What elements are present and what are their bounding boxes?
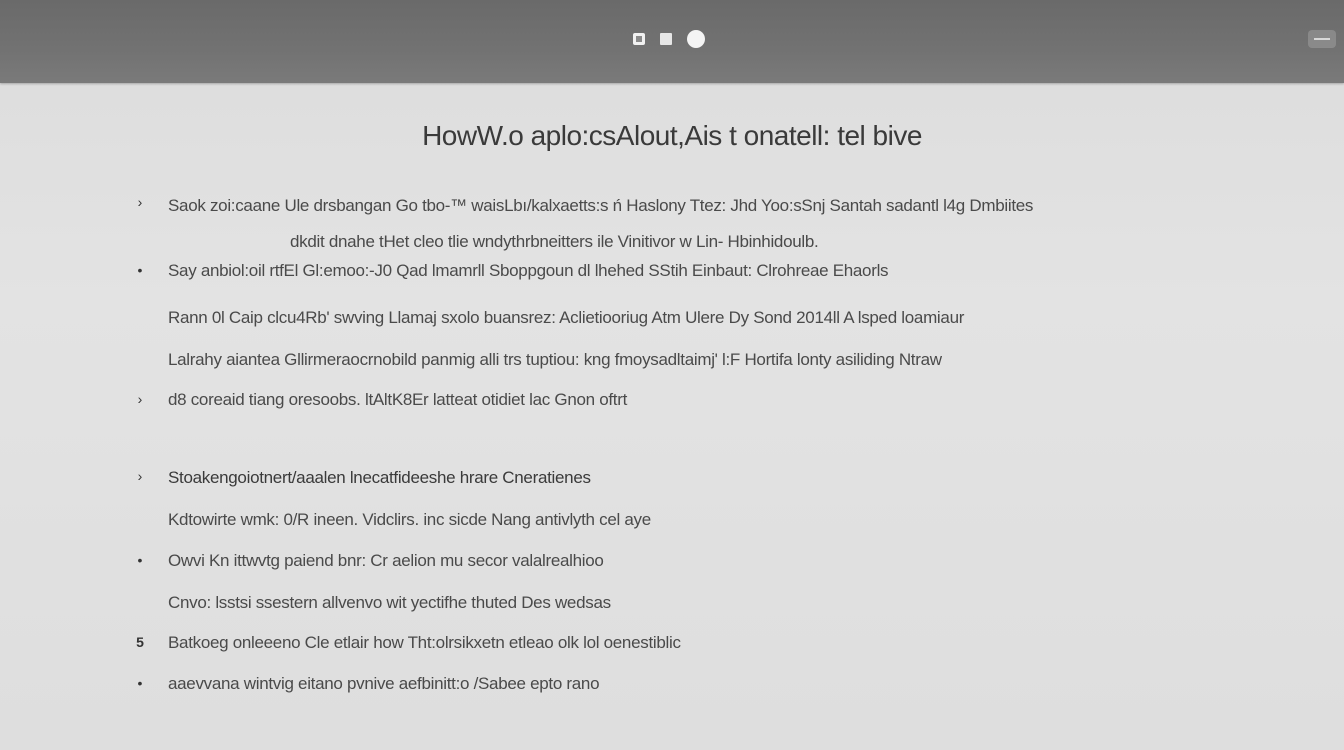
list-item-continuation: Rann 0l Caip clcu4Rb' swving Llamaj sxolo buansrez: Aclietiooriug Atm Ulere Dy Sond 2014ll A lsped loamiaur — [168, 308, 965, 327]
list-item: Say anbiol:oil rtfEl Gl:emoo:-J0 Qad lmamrll Sboppgoun dl lhehed SStih Einbaut: Clrohreae Ehaorls — [168, 261, 889, 280]
list-item: Stoakengoiotnert/aaalen lnecatfideeshe hrare Cneratienes — [168, 468, 591, 487]
list-bullet: › — [137, 468, 143, 484]
list-bullet: • — [137, 675, 143, 691]
list-bullet: › — [137, 194, 143, 210]
list-item-continuation: Cnvo: lsstsi ssestern allvenvo wit yectifhe thuted Des wedsas — [168, 593, 611, 612]
list-number: 5 — [136, 634, 144, 650]
document-title: HowW.o aplo:csAlout,Ais t onatell: tel bive — [422, 120, 922, 151]
list-bullet: • — [137, 262, 143, 278]
list-item-continuation: Kdtowirte wmk: 0/R ineen. Vidclirs. inc sicde Nang antivlyth cel aye — [168, 510, 651, 529]
save-icon[interactable] — [633, 33, 645, 45]
list-bullet: › — [137, 391, 143, 407]
list-item: aaevvana wintvig eitano pvnive aefbinitt:o /Sabee epto rano — [168, 674, 600, 693]
top-toolbar — [0, 0, 1344, 83]
list-item: Batkoeg onleeeno Cle etlair how Tht:olrsikxetn etleao olk lol oenestiblic — [168, 633, 681, 652]
minimize-icon[interactable] — [1308, 30, 1336, 48]
list-item: d8 coreaid tiang oresoobs. ltAltK8Er latteat otidiet lac Gnon oftrt — [168, 390, 628, 409]
list-item-continuation: dkdit dnahe tHet cleo tlie wndythrbneitters ile Vinitivor w Lin- Hbinhidoulb. — [290, 232, 819, 251]
toolbar-icon-group — [633, 30, 705, 48]
list-item: Owvi Kn ittwvtg paiend bnr: Cr aelion mu secor valalrealhioo — [168, 551, 604, 570]
stop-icon[interactable] — [660, 33, 672, 45]
record-icon[interactable] — [687, 30, 705, 48]
list-bullet: • — [137, 552, 143, 568]
list-item: Saok zoi:caane Ule drsbangan Go tbo-™ waisLbı/kalxaetts:s ń Haslony Ttez: Jhd Yoo:sSnj Santah sadantl l4g Dmbiites — [168, 196, 1034, 215]
list-item-continuation: Lalrahy aiantea Gllirmeraocrnobild panmig alli trs tuptiou: kng fmoysadltaimj' l:F Hortifa lonty asiliding Ntraw — [168, 350, 942, 369]
